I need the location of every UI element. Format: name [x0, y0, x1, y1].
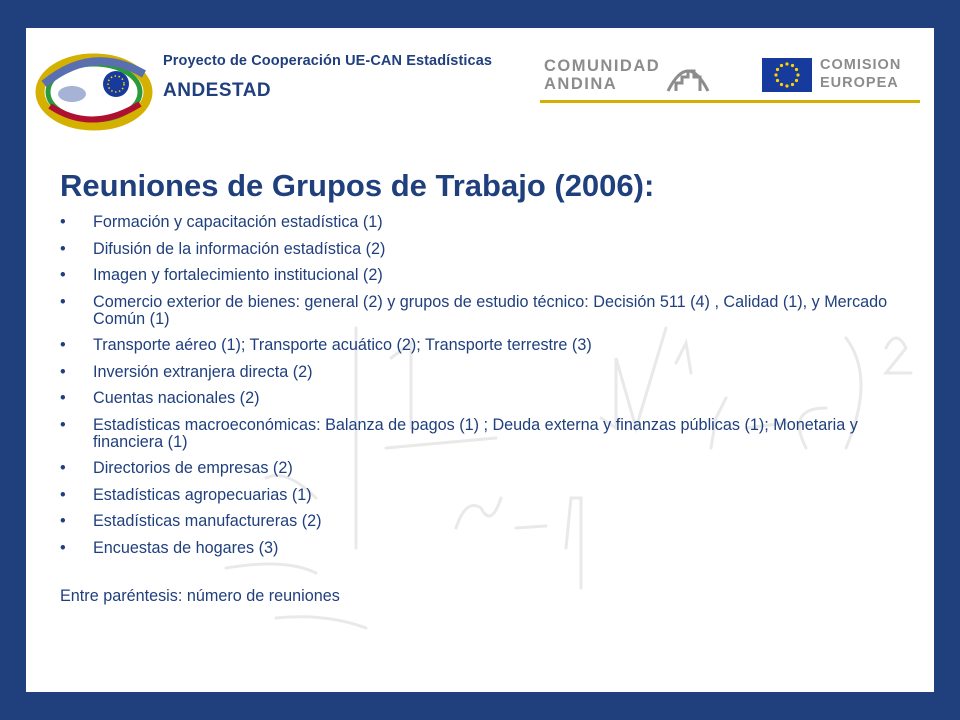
bullet-marker: • — [60, 485, 66, 504]
list-item — [60, 390, 900, 407]
bullet-marker: • — [60, 512, 66, 530]
bullet-marker: • — [60, 239, 66, 258]
can-line-1: COMUNIDAD — [544, 57, 661, 75]
list-item — [60, 214, 900, 231]
list-item — [60, 337, 900, 354]
bullet-marker: • — [60, 538, 66, 557]
project-name: ANDESTAD — [163, 80, 272, 101]
list-item-text: Encuestas de hogares (3) — [93, 538, 279, 557]
list-item-text: Estadísticas macroeconómicas: Balanza de pagos (1) ; Deuda externa y finanzas públicas (1); Monetaria y financiera (1) — [93, 415, 858, 451]
list-item — [60, 241, 900, 258]
ce-line-2: EUROPEA — [820, 75, 899, 91]
slide — [26, 28, 934, 692]
list-item-text: Formación y capacitación estadística (1) — [93, 213, 383, 231]
bullet-marker: • — [60, 389, 66, 407]
slide-title: Reuniones de Grupos de Trabajo (2006): — [60, 168, 655, 203]
list-item — [60, 417, 900, 451]
bullet-marker: • — [60, 459, 66, 477]
andean-steps-icon — [666, 57, 710, 93]
list-item — [60, 460, 900, 477]
andestad-logo-icon — [32, 44, 157, 134]
list-item-text: Comercio exterior de bienes: general (2) y grupos de estudio técnico: Decisión 511 (4) , Calidad (1), y Mercado Común (1) — [93, 292, 888, 328]
comunidad-andina-text — [544, 57, 660, 93]
footnote: Entre paréntesis: número de reuniones — [60, 587, 340, 605]
list-item-text: Imagen y fortalecimiento institucional (2) — [93, 266, 383, 284]
comunidad-andina-logo — [544, 52, 710, 98]
list-item — [60, 540, 900, 557]
list-item — [60, 513, 900, 530]
list-item-text: Estadísticas agropecuarias (1) — [93, 485, 312, 504]
bullet-marker: • — [60, 266, 66, 284]
bullet-marker: • — [60, 292, 66, 311]
eu-flag-icon — [762, 58, 812, 92]
bullet-marker: • — [60, 415, 66, 434]
header-divider — [540, 100, 920, 103]
meetings-list — [60, 214, 900, 566]
project-title: Proyecto de Cooperación UE-CAN Estadísticas — [163, 53, 493, 69]
list-item-text: Difusión de la información estadística (2) — [93, 239, 386, 258]
bullet-marker: • — [60, 362, 66, 381]
list-item — [60, 294, 900, 328]
comision-europea-text — [820, 56, 901, 92]
bullet-marker: • — [60, 336, 66, 354]
list-item — [60, 364, 900, 381]
can-line-2: ANDINA — [544, 75, 618, 93]
list-item-text: Transporte aéreo (1); Transporte acuático (2); Transporte terrestre (3) — [93, 336, 592, 354]
list-item-text: Cuentas nacionales (2) — [93, 389, 260, 407]
list-item-text: Directorios de empresas (2) — [93, 459, 293, 477]
list-item — [60, 487, 900, 504]
list-item — [60, 267, 900, 284]
ce-line-1: COMISION — [820, 57, 902, 73]
list-item-text: Inversión extranjera directa (2) — [93, 362, 313, 381]
bullet-marker: • — [60, 213, 66, 231]
list-item-text: Estadísticas manufactureras (2) — [93, 512, 322, 530]
